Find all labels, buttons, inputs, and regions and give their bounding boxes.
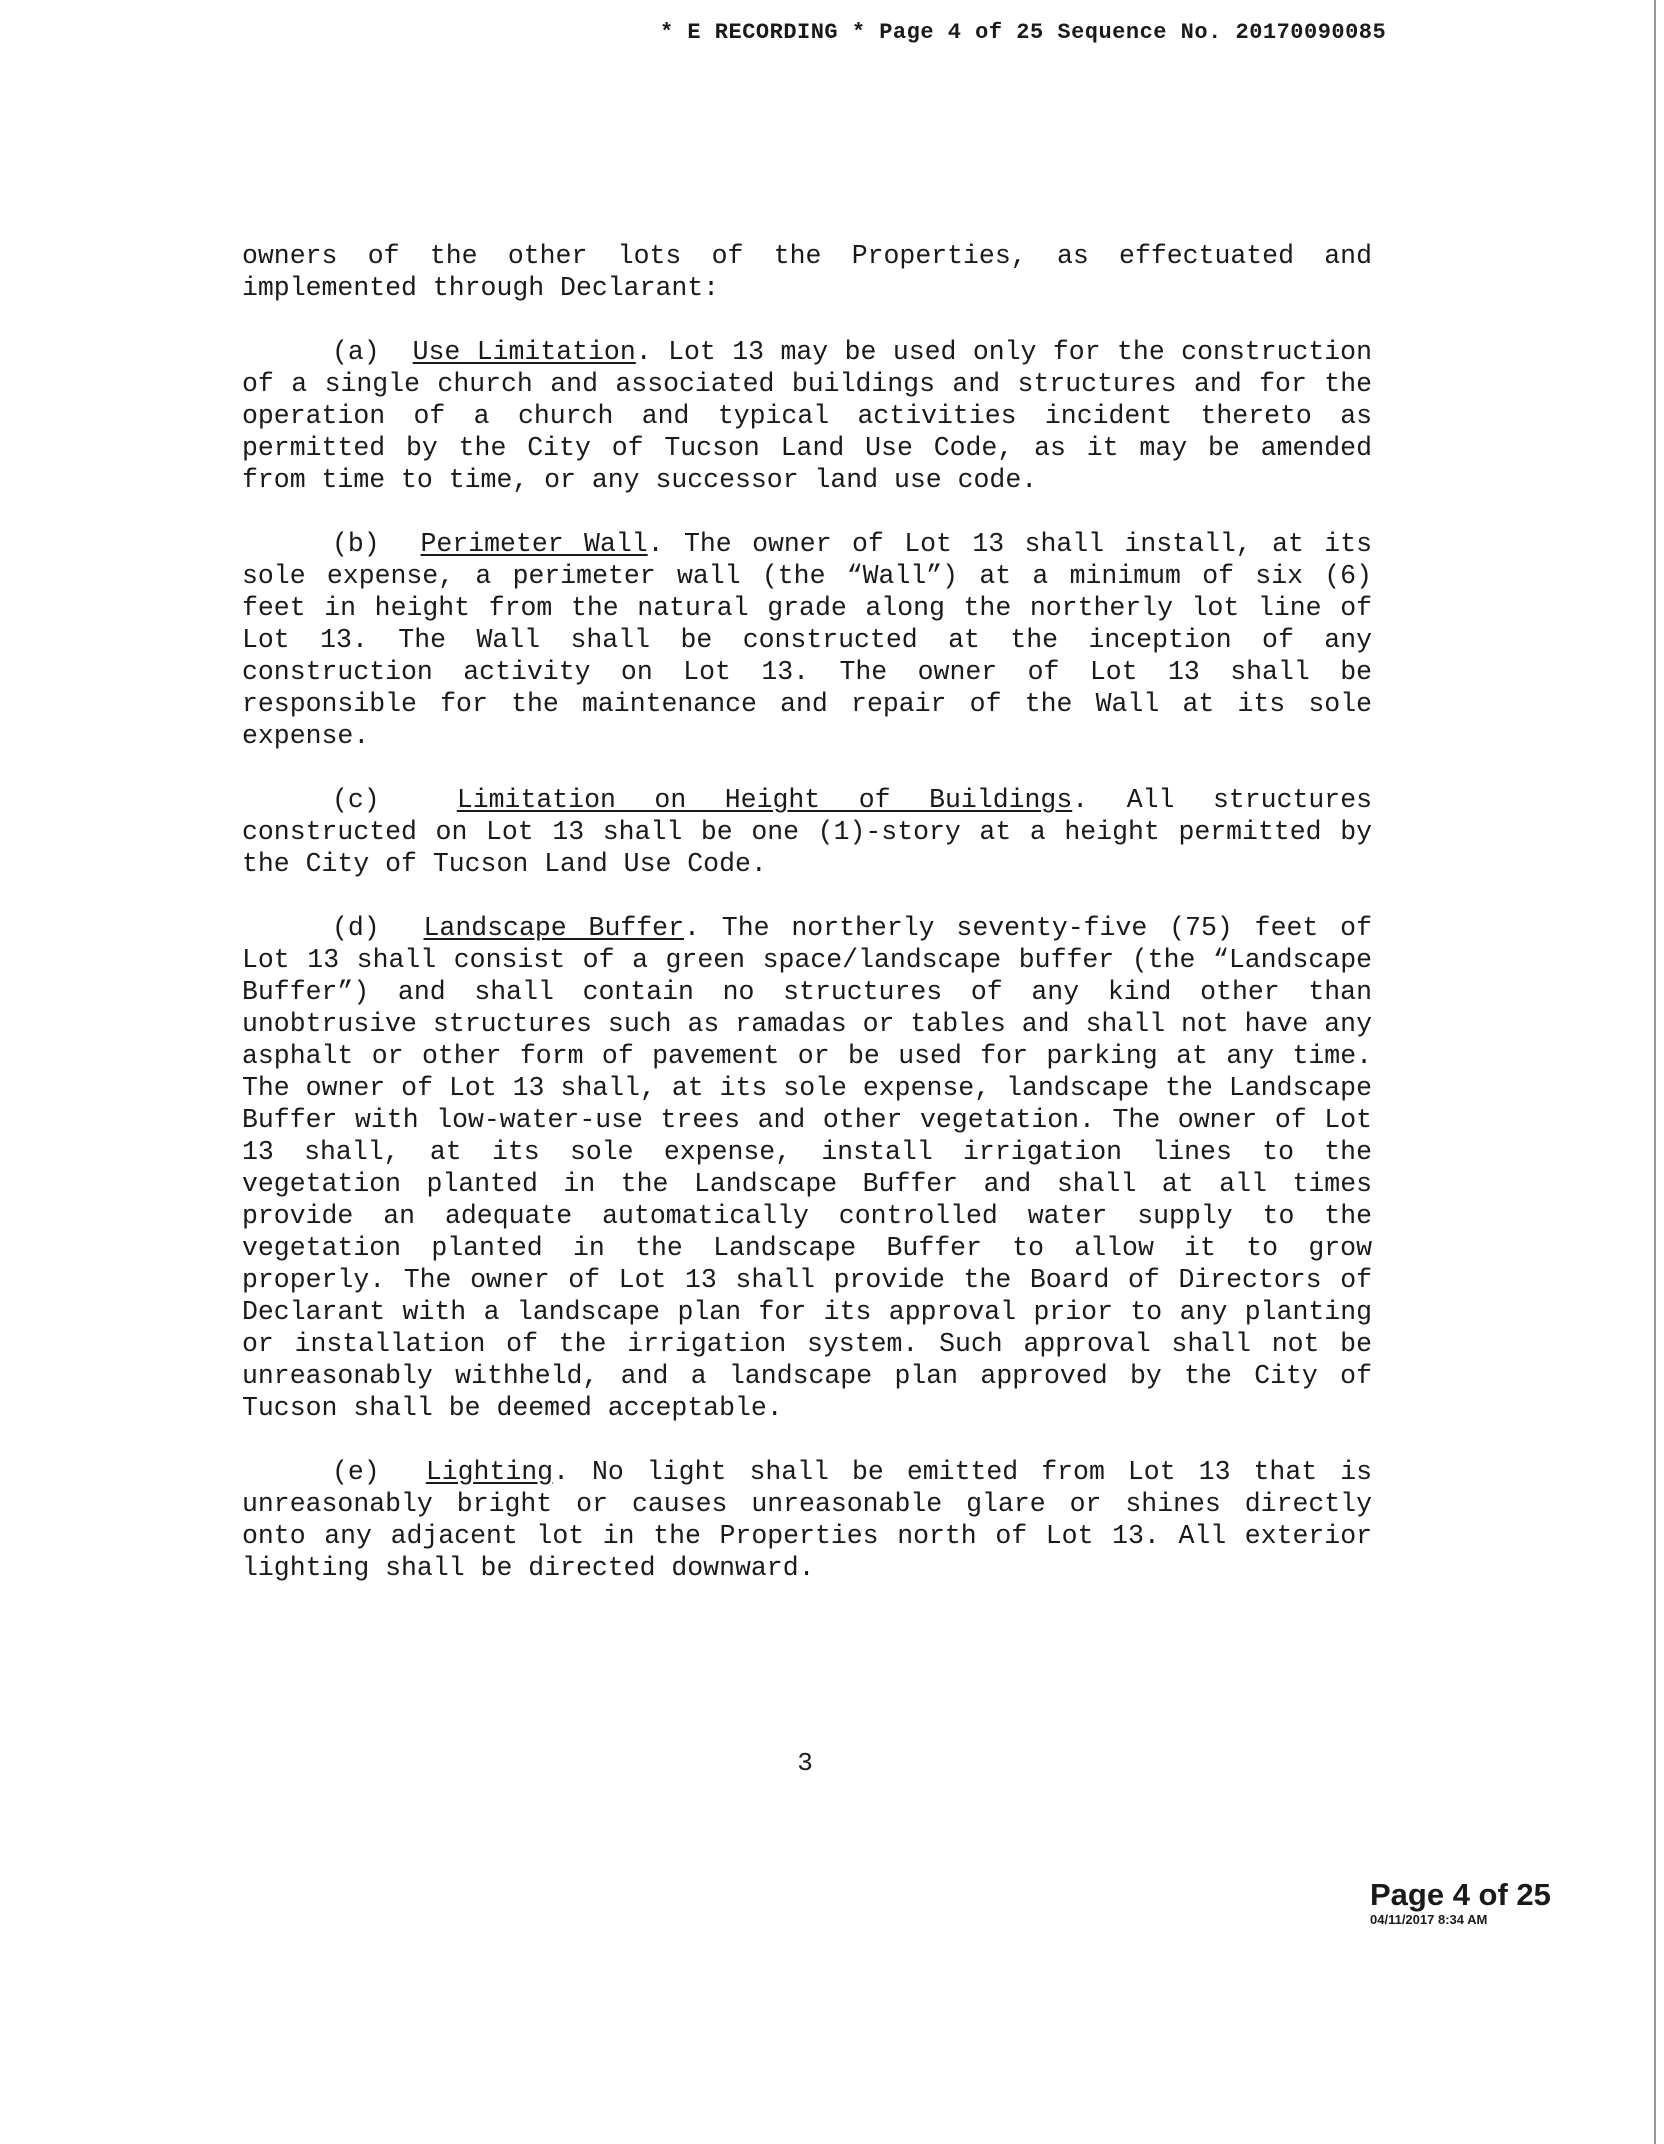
section-marker: (d) [332,913,380,943]
recording-header: * E RECORDING * Page 4 of 25 Sequence No. 20170090085 [660,20,1387,45]
section-heading: Lighting [425,1457,554,1487]
recording-stamp [1370,1878,1580,1928]
stamp-page-label: Page 4 of 25 [1370,1877,1551,1912]
page-edge-divider [1654,0,1656,2144]
section-heading: Perimeter Wall [420,529,648,559]
section-height-limitation [242,784,1372,880]
section-text: . All structures constructed on Lot 13 shall be one (1)-story at a height permitted by the City of Tucson Land Use Code. [242,785,1372,879]
section-text: . The northerly seventy-five (75) feet of Lot 13 shall consist of a green space/landscape buffer (the “Landscape Buffer”) and shall contain no structures of any kind other than unobtrusive structures such as ramadas or tables and shall not have any asphalt or other form of pavement or be used for parking at any time. The owner of Lot 13 shall, at its sole expense, landscape the Landscape Buffer with low-water-use trees and other vegetation. The owner of Lot 13 shall, at its sole expense, install irrigation lines to the vegetation planted in the Landscape Buffer and shall at all times provide an adequate automatically controlled water supply to the vegetation planted in the Landscape Buffer to allow it to grow properly. The owner of Lot 13 shall provide the Board of Directors of Declarant with a landscape plan for its approval prior to any planting or installation of the irrigation system. Such approval shall not be unreasonably withheld, and a landscape plan approved by the City of Tucson shall be deemed acceptable. [242,913,1372,1423]
document-body [242,240,1372,1616]
section-marker: (c) [332,785,380,815]
section-lighting [242,1456,1372,1584]
section-text: . No light shall be emitted from Lot 13 that is unreasonably bright or causes unreasonable glare or shines directly onto any adjacent lot in the Properties north of Lot 13. All exterior lighting shall be directed downward. [242,1457,1372,1583]
intro-paragraph: owners of the other lots of the Properties, as effectuated and implemented through Declarant: [242,241,1372,303]
section-perimeter-wall [242,528,1372,752]
section-heading: Use Limitation [412,337,636,367]
section-marker: (a) [332,337,380,367]
stamp-datetime: 04/11/2017 8:34 AM [1370,1912,1488,1927]
section-marker: (b) [332,529,380,559]
section-heading: Landscape Buffer [423,913,684,943]
page-number: 3 [797,1748,813,1778]
section-use-limitation [242,336,1372,496]
section-text: . The owner of Lot 13 shall install, at its sole expense, a perimeter wall (the “Wall”) at a minimum of six (6) feet in height from the natural grade along the northerly lot line of Lot 13. The Wall shall be constructed at the inception of any construction activity on Lot 13. The owner of Lot 13 shall be responsible for the maintenance and repair of the Wall at its sole expense. [242,529,1372,751]
section-heading: Limitation on Height of Buildings [456,785,1073,815]
section-text: . Lot 13 may be used only for the construction of a single church and associated buildings and structures and for the operation of a church and typical activities incident thereto as permitted by the City of Tucson Land Use Code, as it may be amended from time to time, or any successor land use code. [242,337,1372,495]
section-landscape-buffer [242,912,1372,1424]
section-marker: (e) [332,1457,380,1487]
